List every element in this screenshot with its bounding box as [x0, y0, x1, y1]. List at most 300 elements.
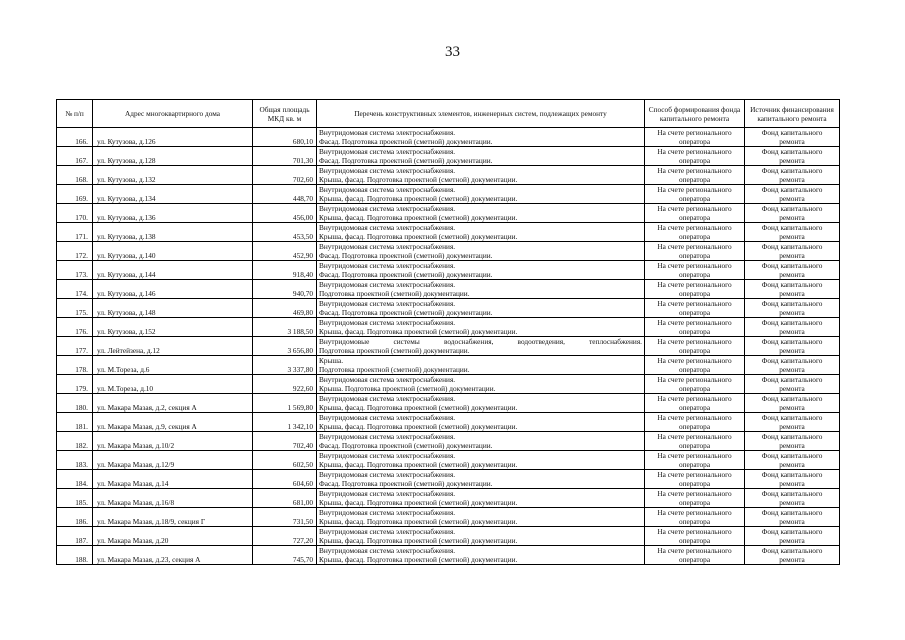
- row-works: [317, 147, 645, 166]
- row-source-line: ремонта: [779, 270, 805, 279]
- row-address: ул. Кутузова, д.146: [93, 280, 253, 299]
- row-source-line: ремонта: [779, 251, 805, 260]
- row-number: 174.: [57, 280, 93, 299]
- table-row: [57, 432, 840, 451]
- row-method-line: оператора: [678, 441, 711, 450]
- row-method-line: На счете регионального: [657, 546, 732, 555]
- row-method-line: На счете регионального: [657, 489, 732, 498]
- table-row: [57, 546, 840, 565]
- row-number: 172.: [57, 242, 93, 261]
- row-source-line: ремонта: [779, 194, 805, 203]
- row-method-line: оператора: [678, 498, 711, 507]
- row-works-line: Подготовка проектной (сметной) документации.: [319, 289, 470, 298]
- row-works: [317, 299, 645, 318]
- row-works-line: Внутридомовая система электроснабжения.: [319, 166, 456, 175]
- row-source: [745, 337, 840, 356]
- row-area: 727,20: [253, 527, 317, 546]
- row-source-line: ремонта: [779, 517, 805, 526]
- row-works-line: Фасад. Подготовка проектной (сметной) документации.: [319, 137, 493, 146]
- row-source-line: ремонта: [779, 479, 805, 488]
- row-method: [645, 337, 745, 356]
- row-method-line: На счете регионального: [657, 318, 732, 327]
- row-works-line: Фасад. Подготовка проектной (сметной) документации.: [319, 441, 493, 450]
- row-source-line: Фонд капитального: [761, 432, 823, 441]
- row-area: 702,40: [253, 432, 317, 451]
- row-source: [745, 147, 840, 166]
- table-row: [57, 508, 840, 527]
- row-address: ул. Кутузова, д.148: [93, 299, 253, 318]
- row-method-line: На счете регионального: [657, 280, 732, 289]
- row-address: ул. Кутузова, д.138: [93, 223, 253, 242]
- row-address: ул. М.Тореза, д.10: [93, 375, 253, 394]
- row-area: 448,70: [253, 185, 317, 204]
- table-row: [57, 375, 840, 394]
- table-row: [57, 204, 840, 223]
- row-number: 181.: [57, 413, 93, 432]
- row-works-line: Внутридомовая система электроснабжения.: [319, 280, 456, 289]
- row-method-line: оператора: [678, 346, 711, 355]
- row-address: ул. Кутузова, д.134: [93, 185, 253, 204]
- row-works: [317, 223, 645, 242]
- row-works-line: Внутридомовые системы водоснабжения, водоотведения, теплоснабжения.: [319, 337, 642, 346]
- row-address: ул. Кутузова, д.126: [93, 128, 253, 147]
- row-works-line: Внутридомовая система электроснабжения.: [319, 451, 456, 460]
- table-row: [57, 147, 840, 166]
- row-address: ул. Макара Мазая, д.16/8: [93, 489, 253, 508]
- row-source-line: ремонта: [779, 384, 805, 393]
- table-row: [57, 242, 840, 261]
- row-method-line: оператора: [678, 327, 711, 336]
- row-number: 166.: [57, 128, 93, 147]
- row-area: 1 569,80: [253, 394, 317, 413]
- row-address: ул. Кутузова, д.128: [93, 147, 253, 166]
- table-row: [57, 489, 840, 508]
- row-method-line: На счете регионального: [657, 337, 732, 346]
- row-source: [745, 394, 840, 413]
- row-method: [645, 432, 745, 451]
- row-address: ул. Макара Мазая, д.2, секция А: [93, 394, 253, 413]
- row-method-line: На счете регионального: [657, 394, 732, 403]
- table-row: [57, 128, 840, 147]
- header-method: Способ формирования фонда капитального ремонта: [645, 100, 745, 128]
- row-works-line: Внутридомовая система электроснабжения.: [319, 508, 456, 517]
- row-area: 3 337,80: [253, 356, 317, 375]
- table-row: [57, 413, 840, 432]
- row-area: 1 342,10: [253, 413, 317, 432]
- row-works-line: Внутридомовая система электроснабжения.: [319, 432, 456, 441]
- row-source-line: ремонта: [779, 308, 805, 317]
- header-source: Источник финансирования капитального ремонта: [745, 100, 840, 128]
- row-works: [317, 337, 645, 356]
- table-row: [57, 318, 840, 337]
- row-works: [317, 128, 645, 147]
- row-works-line: Внутридомовая система электроснабжения.: [319, 223, 456, 232]
- row-source: [745, 223, 840, 242]
- row-source-line: ремонта: [779, 175, 805, 184]
- row-method-line: оператора: [678, 555, 711, 564]
- row-method: [645, 128, 745, 147]
- row-source-line: Фонд капитального: [761, 356, 823, 365]
- row-area: 453,50: [253, 223, 317, 242]
- row-address: ул. Кутузова, д.152: [93, 318, 253, 337]
- row-method-line: оператора: [678, 270, 711, 279]
- row-works: [317, 185, 645, 204]
- row-number: 176.: [57, 318, 93, 337]
- row-works-line: Крыша, фасад. Подготовка проектной (сметной) документации.: [319, 422, 518, 431]
- row-works-line: Фасад. Подготовка проектной (сметной) документации.: [319, 156, 493, 165]
- row-number: 169.: [57, 185, 93, 204]
- row-area: 731,50: [253, 508, 317, 527]
- row-area: 701,30: [253, 147, 317, 166]
- row-address: ул. Кутузова, д.144: [93, 261, 253, 280]
- row-works: [317, 432, 645, 451]
- row-works-line: Крыша, фасад. Подготовка проектной (сметной) документации.: [319, 555, 518, 564]
- row-source-line: ремонта: [779, 156, 805, 165]
- row-source: [745, 432, 840, 451]
- row-works: [317, 527, 645, 546]
- row-method-line: оператора: [678, 175, 711, 184]
- row-works-line: Крыша, фасад. Подготовка проектной (сметной) документации.: [319, 327, 518, 336]
- row-address: ул. М.Тореза, д.6: [93, 356, 253, 375]
- row-source: [745, 299, 840, 318]
- row-area: 681,00: [253, 489, 317, 508]
- header-works: Перечень конструктивных элементов, инженерных систем, подлежащих ремонту: [317, 100, 645, 128]
- table-header-row: [57, 100, 840, 128]
- row-works: [317, 356, 645, 375]
- row-area: 3 188,50: [253, 318, 317, 337]
- row-source-line: Фонд капитального: [761, 375, 823, 384]
- row-works-line: Внутридомовая система электроснабжения.: [319, 318, 456, 327]
- row-source: [745, 527, 840, 546]
- row-address: ул. Макара Мазая, д.10/2: [93, 432, 253, 451]
- row-method-line: оператора: [678, 479, 711, 488]
- row-source: [745, 470, 840, 489]
- row-source-line: Фонд капитального: [761, 128, 823, 137]
- row-source-line: ремонта: [779, 365, 805, 374]
- row-method-line: оператора: [678, 137, 711, 146]
- row-area: 3 656,80: [253, 337, 317, 356]
- row-works-line: Крыша, фасад. Подготовка проектной (сметной) документации.: [319, 232, 518, 241]
- row-number: 179.: [57, 375, 93, 394]
- table-row: [57, 261, 840, 280]
- row-method: [645, 394, 745, 413]
- row-works-line: Внутридомовая система электроснабжения.: [319, 242, 456, 251]
- row-works-line: Внутридомовая система электроснабжения.: [319, 470, 456, 479]
- row-method-line: На счете регионального: [657, 527, 732, 536]
- row-method: [645, 223, 745, 242]
- row-works-line: Фасад. Подготовка проектной (сметной) документации.: [319, 308, 493, 317]
- row-area: 745,70: [253, 546, 317, 565]
- row-works: [317, 261, 645, 280]
- row-source: [745, 280, 840, 299]
- row-address: ул. Макара Мазая, д.14: [93, 470, 253, 489]
- row-works-line: Крыша.: [319, 356, 344, 365]
- row-method: [645, 527, 745, 546]
- row-number: 168.: [57, 166, 93, 185]
- row-area: 456,00: [253, 204, 317, 223]
- row-works: [317, 394, 645, 413]
- row-works-line: Фасад. Подготовка проектной (сметной) документации.: [319, 251, 493, 260]
- row-method-line: оператора: [678, 289, 711, 298]
- row-source-line: ремонта: [779, 460, 805, 469]
- row-method: [645, 204, 745, 223]
- row-area: 680,10: [253, 128, 317, 147]
- row-number: 170.: [57, 204, 93, 223]
- row-method-line: На счете регионального: [657, 261, 732, 270]
- row-area: 940,70: [253, 280, 317, 299]
- row-method-line: На счете регионального: [657, 223, 732, 232]
- row-works: [317, 204, 645, 223]
- row-source-line: Фонд капитального: [761, 204, 823, 213]
- row-works-line: Крыша, фасад. Подготовка проектной (сметной) документации.: [319, 460, 518, 469]
- row-method: [645, 242, 745, 261]
- row-works-line: Фасад. Подготовка проектной (сметной) документации.: [319, 479, 493, 488]
- row-method-line: На счете регионального: [657, 413, 732, 422]
- row-source-line: ремонта: [779, 403, 805, 412]
- row-method-line: оператора: [678, 156, 711, 165]
- header-num: № п/п: [57, 100, 93, 128]
- table-row: [57, 280, 840, 299]
- row-method-line: оператора: [678, 194, 711, 203]
- row-method-line: На счете регионального: [657, 356, 732, 365]
- row-method: [645, 299, 745, 318]
- row-method-line: оператора: [678, 403, 711, 412]
- row-method: [645, 375, 745, 394]
- row-address: ул. Макара Мазая, д.20: [93, 527, 253, 546]
- row-method-line: На счете регионального: [657, 166, 732, 175]
- row-number: 173.: [57, 261, 93, 280]
- row-source: [745, 451, 840, 470]
- row-source-line: Фонд капитального: [761, 413, 823, 422]
- table-row: [57, 356, 840, 375]
- row-source: [745, 185, 840, 204]
- row-works-line: Подготовка проектной (сметной) документации.: [319, 365, 470, 374]
- row-source-line: Фонд капитального: [761, 185, 823, 194]
- row-source-line: Фонд капитального: [761, 318, 823, 327]
- row-area: 702,60: [253, 166, 317, 185]
- row-source: [745, 508, 840, 527]
- row-method-line: На счете регионального: [657, 470, 732, 479]
- row-works-line: Крыша, фасад. Подготовка проектной (сметной) документации.: [319, 498, 518, 507]
- row-works-line: Внутридомовая система электроснабжения.: [319, 546, 456, 555]
- row-works: [317, 413, 645, 432]
- row-source-line: ремонта: [779, 441, 805, 450]
- table-row: [57, 223, 840, 242]
- row-source-line: ремонта: [779, 232, 805, 241]
- row-number: 186.: [57, 508, 93, 527]
- row-source: [745, 204, 840, 223]
- table-body: [57, 128, 840, 565]
- table-row: [57, 299, 840, 318]
- row-works-line: Внутридомовая система электроснабжения.: [319, 299, 456, 308]
- row-method-line: На счете регионального: [657, 147, 732, 156]
- row-source-line: Фонд капитального: [761, 166, 823, 175]
- row-method: [645, 318, 745, 337]
- row-source-line: ремонта: [779, 555, 805, 564]
- row-method-line: оператора: [678, 517, 711, 526]
- row-address: ул. Кутузова, д.132: [93, 166, 253, 185]
- row-works-line: Внутридомовая система электроснабжения.: [319, 185, 456, 194]
- row-method-line: На счете регионального: [657, 242, 732, 251]
- row-method-line: оператора: [678, 422, 711, 431]
- row-source-line: Фонд капитального: [761, 223, 823, 232]
- row-works-line: Внутридомовая система электроснабжения.: [319, 375, 456, 384]
- table-row: [57, 166, 840, 185]
- row-method: [645, 508, 745, 527]
- row-method-line: На счете регионального: [657, 185, 732, 194]
- row-method-line: оператора: [678, 384, 711, 393]
- row-source-line: ремонта: [779, 289, 805, 298]
- row-works-line: Внутридомовая система электроснабжения.: [319, 489, 456, 498]
- row-source: [745, 242, 840, 261]
- page-number: 33: [445, 44, 460, 60]
- row-source: [745, 546, 840, 565]
- row-source-line: ремонта: [779, 346, 805, 355]
- row-method-line: оператора: [678, 213, 711, 222]
- row-method-line: оператора: [678, 232, 711, 241]
- row-works-line: Внутридомовая система электроснабжения.: [319, 147, 456, 156]
- row-source-line: Фонд капитального: [761, 147, 823, 156]
- row-works: [317, 166, 645, 185]
- row-source-line: Фонд капитального: [761, 508, 823, 517]
- row-method-line: оператора: [678, 365, 711, 374]
- row-works-line: Крыша, фасад. Подготовка проектной (сметной) документации.: [319, 403, 518, 412]
- row-works-line: Крыша, фасад. Подготовка проектной (сметной) документации.: [319, 175, 518, 184]
- row-works: [317, 318, 645, 337]
- row-source-line: ремонта: [779, 422, 805, 431]
- row-number: 187.: [57, 527, 93, 546]
- row-source: [745, 261, 840, 280]
- row-source-line: ремонта: [779, 213, 805, 222]
- row-source-line: ремонта: [779, 137, 805, 146]
- row-method: [645, 451, 745, 470]
- row-number: 178.: [57, 356, 93, 375]
- table-row: [57, 451, 840, 470]
- row-number: 177.: [57, 337, 93, 356]
- row-area: 922,60: [253, 375, 317, 394]
- row-method: [645, 356, 745, 375]
- row-address: ул. Кутузова, д.140: [93, 242, 253, 261]
- row-address: ул. Лейтейзена, д.12: [93, 337, 253, 356]
- row-area: 604,60: [253, 470, 317, 489]
- row-address: ул. Макара Мазая, д.9, секция А: [93, 413, 253, 432]
- row-works: [317, 242, 645, 261]
- row-source-line: Фонд капитального: [761, 394, 823, 403]
- row-works-line: Внутридомовая система электроснабжения.: [319, 394, 456, 403]
- row-method: [645, 166, 745, 185]
- row-works: [317, 470, 645, 489]
- row-source-line: Фонд капитального: [761, 546, 823, 555]
- row-method: [645, 413, 745, 432]
- row-method: [645, 261, 745, 280]
- row-address: ул. Макара Мазая, д.23, секция А: [93, 546, 253, 565]
- row-number: 183.: [57, 451, 93, 470]
- row-works-line: Внутридомовая система электроснабжения.: [319, 261, 456, 270]
- row-works-line: Крыша. Подготовка проектной (сметной) документации.: [319, 384, 496, 393]
- row-works: [317, 451, 645, 470]
- row-works-line: Внутридомовая система электроснабжения.: [319, 413, 456, 422]
- row-source-line: Фонд капитального: [761, 470, 823, 479]
- row-number: 171.: [57, 223, 93, 242]
- row-works: [317, 508, 645, 527]
- row-method-line: оператора: [678, 460, 711, 469]
- row-address: ул. Макара Мазая, д.18/9, секция Г: [93, 508, 253, 527]
- row-number: 184.: [57, 470, 93, 489]
- row-source-line: Фонд капитального: [761, 337, 823, 346]
- row-works-line: Внутридомовая система электроснабжения.: [319, 128, 456, 137]
- row-source-line: Фонд капитального: [761, 489, 823, 498]
- row-source: [745, 356, 840, 375]
- row-works-line: Фасад. Подготовка проектной (сметной) документации.: [319, 270, 493, 279]
- row-works-line: Крыша, фасад. Подготовка проектной (сметной) документации.: [319, 517, 518, 526]
- row-source: [745, 375, 840, 394]
- row-method-line: оператора: [678, 536, 711, 545]
- table-row: [57, 337, 840, 356]
- table-row: [57, 527, 840, 546]
- header-area: Общая площадь МКД кв. м: [253, 100, 317, 128]
- row-works-line: Крыша, фасад. Подготовка проектной (сметной) документации.: [319, 194, 518, 203]
- row-method-line: На счете регионального: [657, 375, 732, 384]
- row-area: 452,90: [253, 242, 317, 261]
- row-number: 167.: [57, 147, 93, 166]
- row-source-line: Фонд капитального: [761, 451, 823, 460]
- row-source-line: Фонд капитального: [761, 242, 823, 251]
- row-number: 188.: [57, 546, 93, 565]
- row-works-line: Подготовка проектной (сметной) документации.: [319, 346, 470, 355]
- row-number: 175.: [57, 299, 93, 318]
- row-source: [745, 413, 840, 432]
- row-source-line: Фонд капитального: [761, 280, 823, 289]
- row-source: [745, 489, 840, 508]
- row-source: [745, 166, 840, 185]
- row-works: [317, 280, 645, 299]
- row-number: 182.: [57, 432, 93, 451]
- row-method-line: На счете регионального: [657, 204, 732, 213]
- row-address: ул. Макара Мазая, д.12/9: [93, 451, 253, 470]
- row-works-line: Внутридомовая система электроснабжения.: [319, 204, 456, 213]
- row-source: [745, 318, 840, 337]
- table-row: [57, 185, 840, 204]
- row-method-line: оператора: [678, 251, 711, 260]
- row-area: 918,40: [253, 261, 317, 280]
- table-row: [57, 394, 840, 413]
- row-method-line: На счете регионального: [657, 299, 732, 308]
- row-source-line: ремонта: [779, 536, 805, 545]
- row-area: 469,80: [253, 299, 317, 318]
- row-area: 602,50: [253, 451, 317, 470]
- row-source: [745, 128, 840, 147]
- row-works-line: Крыша, фасад. Подготовка проектной (сметной) документации.: [319, 536, 518, 545]
- header-address: Адрес многоквартирного дома: [93, 100, 253, 128]
- table-row: [57, 470, 840, 489]
- row-source-line: ремонта: [779, 498, 805, 507]
- row-source-line: Фонд капитального: [761, 261, 823, 270]
- row-works: [317, 375, 645, 394]
- row-method: [645, 546, 745, 565]
- row-works-line: Внутридомовая система электроснабжения.: [319, 527, 456, 536]
- row-method: [645, 470, 745, 489]
- row-method-line: На счете регионального: [657, 451, 732, 460]
- row-method: [645, 280, 745, 299]
- row-source-line: Фонд капитального: [761, 527, 823, 536]
- row-number: 180.: [57, 394, 93, 413]
- repair-program-table: [56, 99, 840, 565]
- row-method: [645, 147, 745, 166]
- row-method-line: На счете регионального: [657, 128, 732, 137]
- row-method-line: оператора: [678, 308, 711, 317]
- row-works: [317, 546, 645, 565]
- row-method: [645, 185, 745, 204]
